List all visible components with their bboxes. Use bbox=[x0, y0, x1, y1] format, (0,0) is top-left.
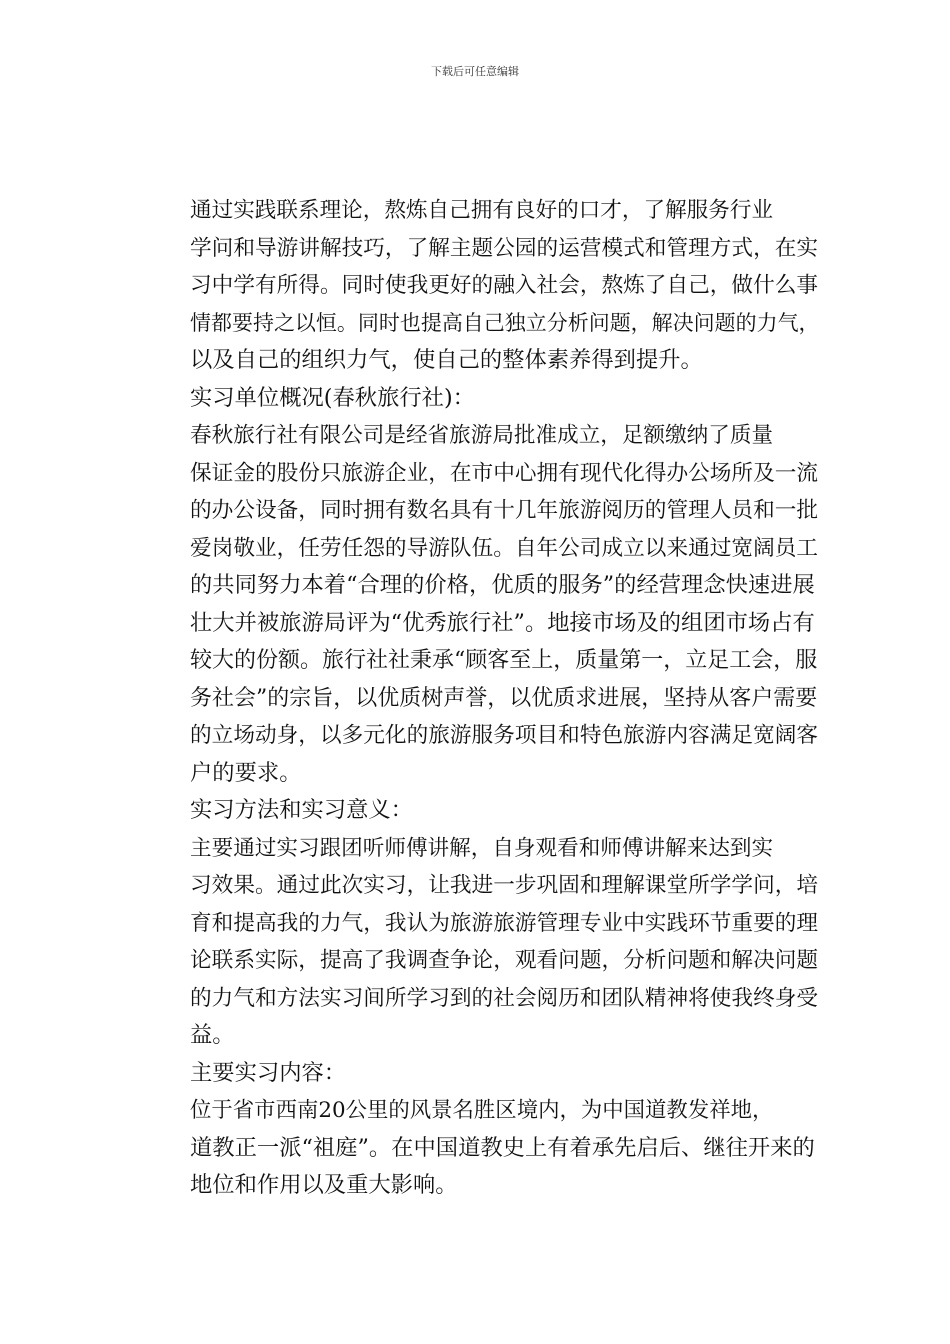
text-line: 户的要求。 bbox=[190, 759, 302, 786]
section-heading-company-overview bbox=[145, 380, 817, 418]
text-line: 主要实习内容： bbox=[190, 1059, 347, 1086]
text-line: 务社会”的宗旨，以优质树声誉，以优质求进展，坚持从客户需要 bbox=[190, 685, 818, 711]
paragraph-main-content bbox=[145, 1092, 817, 1205]
paragraph-training-goals bbox=[145, 192, 820, 380]
page-header-note: 下载后可任意编辑 bbox=[431, 65, 519, 78]
text-line: 的办公设备，同时拥有数名具有十几年旅游阅历的管理人员和一批 bbox=[190, 498, 819, 523]
text-line: 的力气和方法实习间所学习到的社会阅历和团队精神将使我终身受 bbox=[190, 985, 819, 1011]
text-line: 壮大并被旅游局评为“优秀旅行社”。地接市场及的组团市场占有 bbox=[190, 609, 815, 636]
section-heading-methods bbox=[145, 792, 817, 830]
text-line: 学问和导游讲解技巧，了解主题公园的运营模式和管理方式，在实 bbox=[190, 235, 819, 261]
text-line: 爱岗敬业，任劳任怨的导游队伍。自年公司成立以来通过宽阔员工 bbox=[190, 535, 819, 561]
text-line: 以及自己的组织力气，使自己的整体素养得到提升。 bbox=[190, 347, 703, 373]
text-line: 道教正一派“祖庭”。在中国道教史上有着承先启后、继往开来的 bbox=[190, 1134, 815, 1161]
paragraph-company-overview bbox=[145, 417, 817, 792]
text-line: 实习方法和实习意义： bbox=[190, 797, 413, 823]
text-line: 实习单位概况(春秋旅行社)： bbox=[190, 384, 475, 411]
text-line: 育和提高我的力气，我认为旅游旅游管理专业中实践环节重要的理 bbox=[190, 910, 819, 936]
text-line: 习效果。通过此次实习，让我进一步巩固和理解课堂所学学问，培 bbox=[190, 873, 819, 898]
text-line: 的立场动身，以多元化的旅游服务项目和特色旅游内容满足宽阔客 bbox=[190, 723, 819, 748]
text-line: 地位和作用以及重大影响。 bbox=[190, 1172, 458, 1198]
text-line: 位于省市西南20公里的风景名胜区境内，为中国道教发祥地， bbox=[190, 1098, 774, 1123]
document-body bbox=[145, 192, 820, 1205]
text-line: 较大的份额。旅行社社秉承“顾客至上，质量第一，立足工会，服 bbox=[190, 648, 818, 673]
text-line: 益。 bbox=[190, 1022, 235, 1048]
paragraph-methods bbox=[145, 830, 817, 1055]
section-heading-main-content bbox=[145, 1055, 817, 1093]
text-line: 主要通过实习跟团听师傅讲解，自身观看和师傅讲解来达到实 bbox=[190, 835, 774, 861]
text-line: 通过实践联系理论，熬炼自己拥有良好的口才，了解服务行业 bbox=[190, 198, 774, 223]
text-line: 情都要持之以恒。同时也提高自己独立分析问题，解决问题的力气， bbox=[190, 310, 820, 335]
text-line: 春秋旅行社有限公司是经省旅游局批准成立，足额缴纳了质量 bbox=[190, 423, 774, 448]
text-line: 的共同努力本着“合理的价格，优质的服务”的经营理念快速进展 bbox=[190, 572, 815, 598]
text-line: 保证金的股份只旅游企业，在市中心拥有现代化得办公场所及一流 bbox=[190, 460, 819, 486]
text-line: 论联系实际，提高了我调查争论，观看问题，分析问题和解决问题 bbox=[190, 948, 819, 973]
text-line: 习中学有所得。同时使我更好的融入社会，熬炼了自己，做什么事 bbox=[190, 273, 819, 298]
